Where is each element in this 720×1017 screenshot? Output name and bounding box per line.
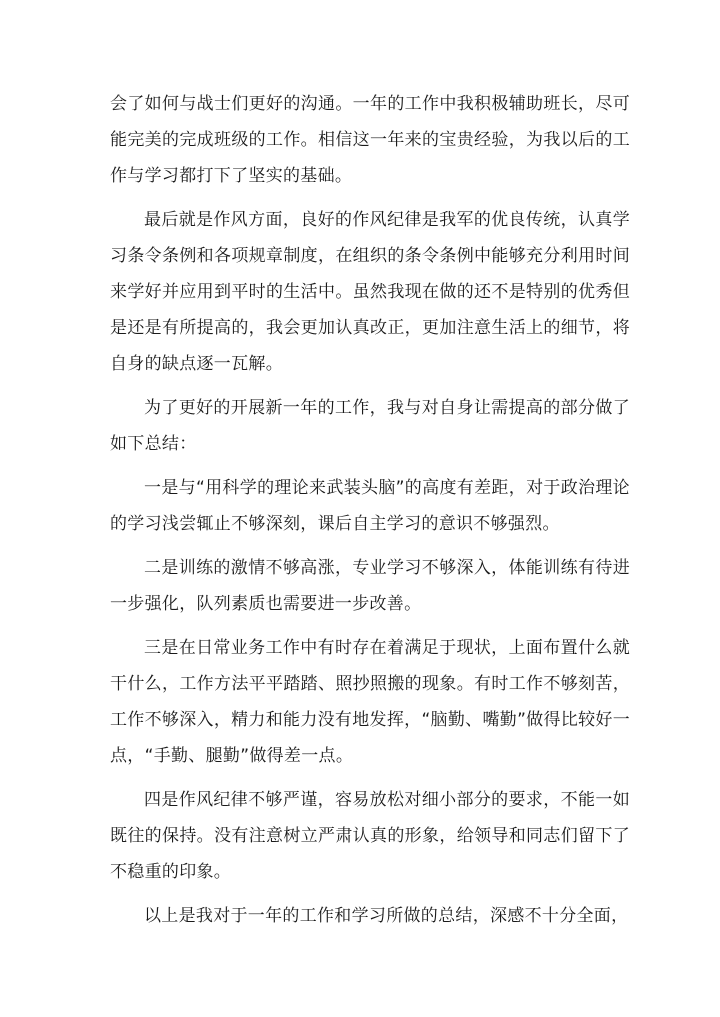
- paragraph-point-two: 二是训练的激情不够高涨，专业学习不够深入，体能训练有待进一步强化，队列素质也需要进一步改善。: [110, 558, 630, 614]
- paragraph-continuation: 会了如何与战士们更好的沟通。一年的工作中我积极辅助班长，尽可能完美的完成班级的工作。相信这一年来的宝贵经验，为我以后的工作与学习都打下了坚实的基础。: [110, 94, 630, 186]
- paragraph-point-one: 一是与“用科学的理论来武装头脑”的高度有差距，对于政治理论的学习浅尝辄止不够深刻，课后自主学习的意识不够强烈。: [110, 478, 630, 534]
- paragraph-work-style: 最后就是作风方面，良好的作风纪律是我军的优良传统，认真学习条令条例和各项规章制度，在组织的条令条例中能够充分利用时间来学好并应用到平时的生活中。虽然我现在做的还不是特别的优秀但是还是有所提高的，我会更加认真改正，更加注意生活上的细节，将自身的缺点逐一瓦解。: [110, 210, 630, 374]
- document-body: [110, 86, 630, 942]
- paragraph-summary-intro: 为了更好的开展新一年的工作，我与对自身让需提高的部分做了如下总结：: [110, 398, 630, 454]
- paragraph-conclusion: 以上是我对于一年的工作和学习所做的总结，深感不十分全面，: [144, 906, 629, 926]
- paragraph-point-three: 三是在日常业务工作中有时存在着满足于现状，上面布置什么就干什么，工作方法平平踏踏、照抄照搬的现象。有时工作不够刻苦，工作不够深入，精力和能力没有地发挥，“脑勤、嘴勤”做得比较好一点，“手勤、腿勤”做得差一点。: [110, 638, 630, 766]
- paragraph-point-four: 四是作风纪律不够严谨，容易放松对细小部分的要求，不能一如既往的保持。没有注意树立严肃认真的形象，给领导和同志们留下了不稳重的印象。: [110, 790, 630, 882]
